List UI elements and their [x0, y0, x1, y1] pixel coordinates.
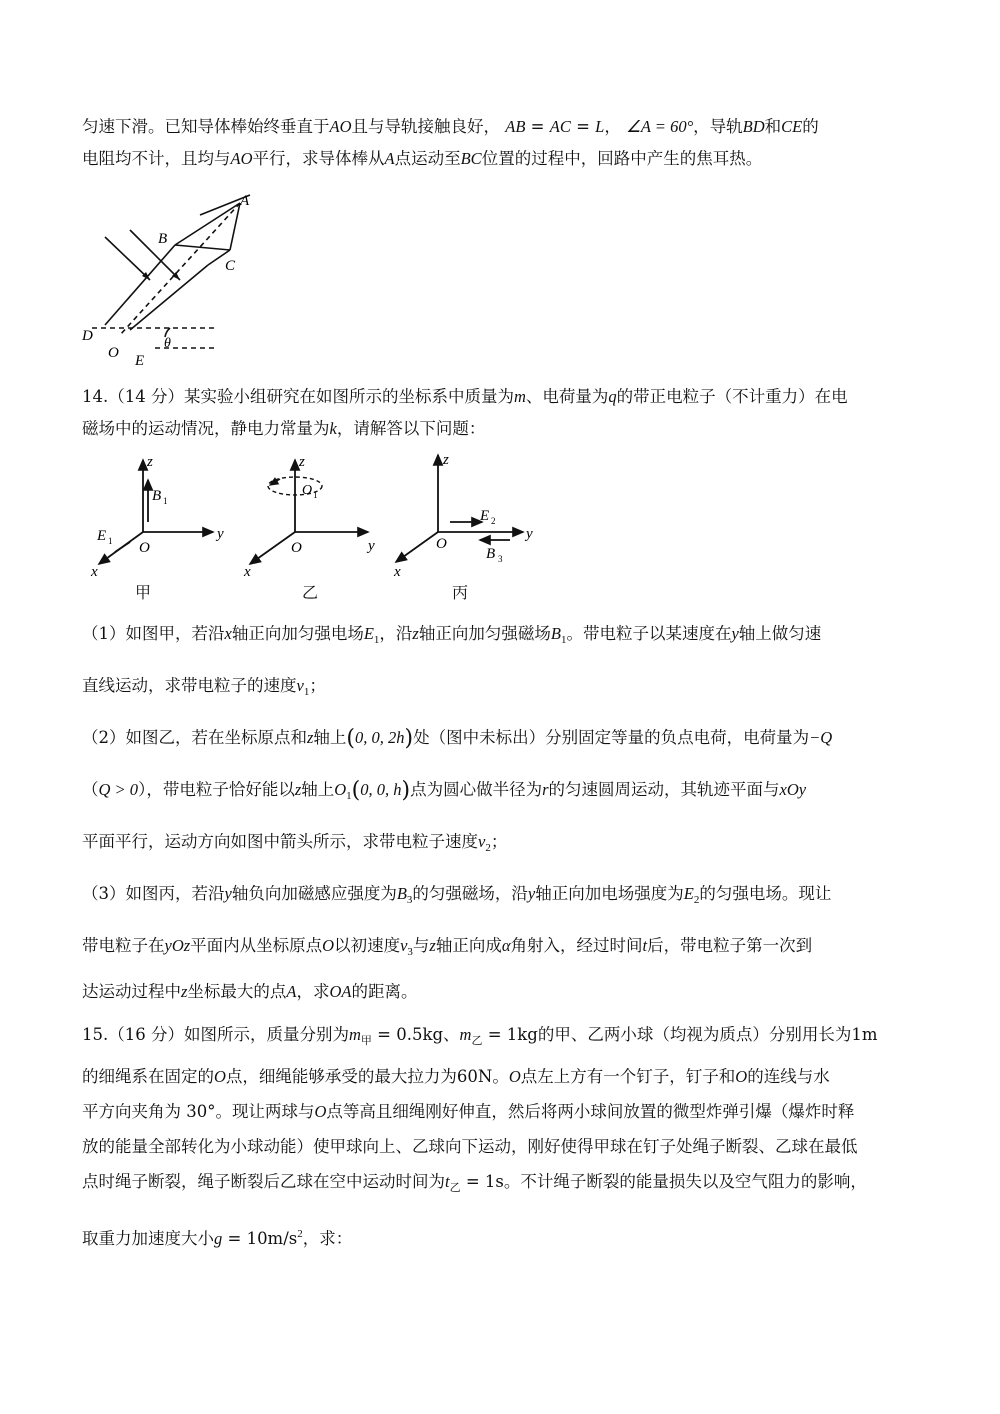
- rod-BC: [175, 245, 230, 250]
- label-O: O: [291, 540, 302, 556]
- label-theta: θ: [164, 336, 171, 351]
- label-O: O: [436, 536, 447, 552]
- q13-line1: 匀速下滑。已知导体棒始终垂直于AO且与导轨接触良好， AB = AC = L， ∠A = 60°，导轨BD和CE的: [82, 117, 819, 136]
- label-E: E: [135, 353, 145, 369]
- label-z: z: [147, 454, 153, 470]
- label-B: B: [158, 231, 168, 247]
- label-x: x: [91, 564, 98, 580]
- q15-line4: 放的能量全部转化为小球动能）使甲球向上、乙球向下运动，刚好使得甲球在钉子处绳子断裂、乙球在最低: [82, 1137, 858, 1156]
- label-O1: O: [302, 483, 313, 498]
- caption-jia: 甲: [135, 583, 152, 602]
- q14-part3-line2: 带电粒子在yOz平面内从坐标原点O以初速度$v_3$与z轴正向成α角射入，经过时间t后，带电粒子第一次到: [82, 936, 813, 958]
- rod-AC: [230, 203, 240, 250]
- E1-arrow: [115, 542, 130, 552]
- field-arrow-2: [130, 230, 180, 280]
- label-B1-sub: 1: [163, 496, 168, 506]
- label-E1: E: [97, 528, 107, 544]
- label-B3-sub: 3: [498, 554, 503, 564]
- q15-line3: 平方向夹角为 30°。现让两球与O点等高且细绳刚好伸直，然后将两小球间放置的微型炸弹引爆（爆炸时释: [82, 1102, 855, 1121]
- q15-line5: 点时绳子断裂，绳子断裂后乙球在空中运动时间为$t_乙 = 1s$。不计绳子断裂的能量损失以及空气阻力的影响，: [82, 1172, 867, 1194]
- q14-part3-line1: （3）如图丙，若沿y轴负向加磁感应强度为$B_3$的匀强磁场，沿y轴正向加电场强度为$E_2$的匀强电场。现让: [82, 884, 832, 906]
- label-E2-sub: 2: [491, 516, 496, 526]
- q14-part2-line3: 平面平行，运动方向如图中箭头所示，求带电粒子速度$v_2$；: [82, 832, 508, 854]
- q14-figure-bing: [388, 452, 548, 582]
- caption-yi: 乙: [302, 583, 319, 602]
- label-C: C: [225, 258, 236, 274]
- label-O1-sub: 1: [313, 490, 318, 500]
- label-z: z: [299, 454, 305, 470]
- q14-part2-line2: （Q > 0），带电粒子恰好能以z轴上$O_1(0$, 0, h)点为圆心做半径为r的匀速圆周运动，其轨迹平面与xOy: [82, 778, 807, 803]
- rail-CE: [130, 265, 208, 330]
- q14-intro-line2: 磁场中的运动情况，静电力常量为k，请解答以下问题：: [82, 419, 486, 438]
- label-x: x: [244, 564, 251, 580]
- label-O: O: [108, 345, 119, 361]
- q14-part3-line3: 达运动过程中z坐标最大的点A，求OA的距离。: [82, 982, 418, 1001]
- q14-part1-line2: 直线运动，求带电粒子的速度$v_1$；: [82, 676, 326, 698]
- q14-part1-line1: （1）如图甲，若沿x轴正向加匀强电场$E_1$，沿z轴正向加匀强磁场$B_1$。带电粒子以某速度在y轴上做匀速: [82, 624, 822, 646]
- label-A: A: [240, 193, 250, 209]
- label-B3: B: [486, 546, 496, 562]
- q13-line2: 电阻均不计，且均与AO平行，求导体棒从A点运动至BC位置的过程中，回路中产生的焦耳热。: [82, 149, 763, 168]
- label-y: y: [526, 526, 533, 542]
- q13-rail-figure: [80, 185, 265, 375]
- q15-line6: 取重力加速度大小$g = 10m/s^2$，求：: [82, 1228, 353, 1248]
- label-x: x: [394, 564, 401, 580]
- label-O: O: [139, 540, 150, 556]
- x-axis: [250, 532, 295, 564]
- q15-line2: 的细绳系在固定的O点，细绳能够承受的最大拉力为60N。O点左上方有一个钉子，钉子和O的连线与水: [82, 1067, 830, 1086]
- q14-figure-jia: [85, 452, 235, 582]
- label-B1: B: [152, 488, 162, 504]
- x-axis: [396, 532, 438, 562]
- label-y: y: [217, 526, 224, 542]
- q14-part2-line1: （2）如图乙，若在坐标原点和z轴上(0, 0, 2h)处（图中未标出）分别固定等量的负点电荷，电荷量为−Q: [82, 726, 833, 751]
- label-z: z: [443, 452, 449, 468]
- label-D: D: [82, 328, 93, 344]
- q14-figure-yi: [240, 452, 390, 582]
- label-E2: E: [480, 508, 490, 524]
- label-E1-sub: 1: [108, 536, 113, 546]
- q14-intro-line1: 14.（14 分）某实验小组研究在如图所示的坐标系中质量为m、电荷量为q的带正电粒子（不计重力）在电: [82, 387, 848, 406]
- q15-line1: 15.（16 分）如图所示，质量分别为$m_甲 = 0.5kg$、$m_乙 = 1kg$的甲、乙两小球（均视为质点）分别用长为1m: [82, 1025, 878, 1047]
- caption-bing: 丙: [452, 583, 469, 602]
- label-y: y: [368, 538, 375, 554]
